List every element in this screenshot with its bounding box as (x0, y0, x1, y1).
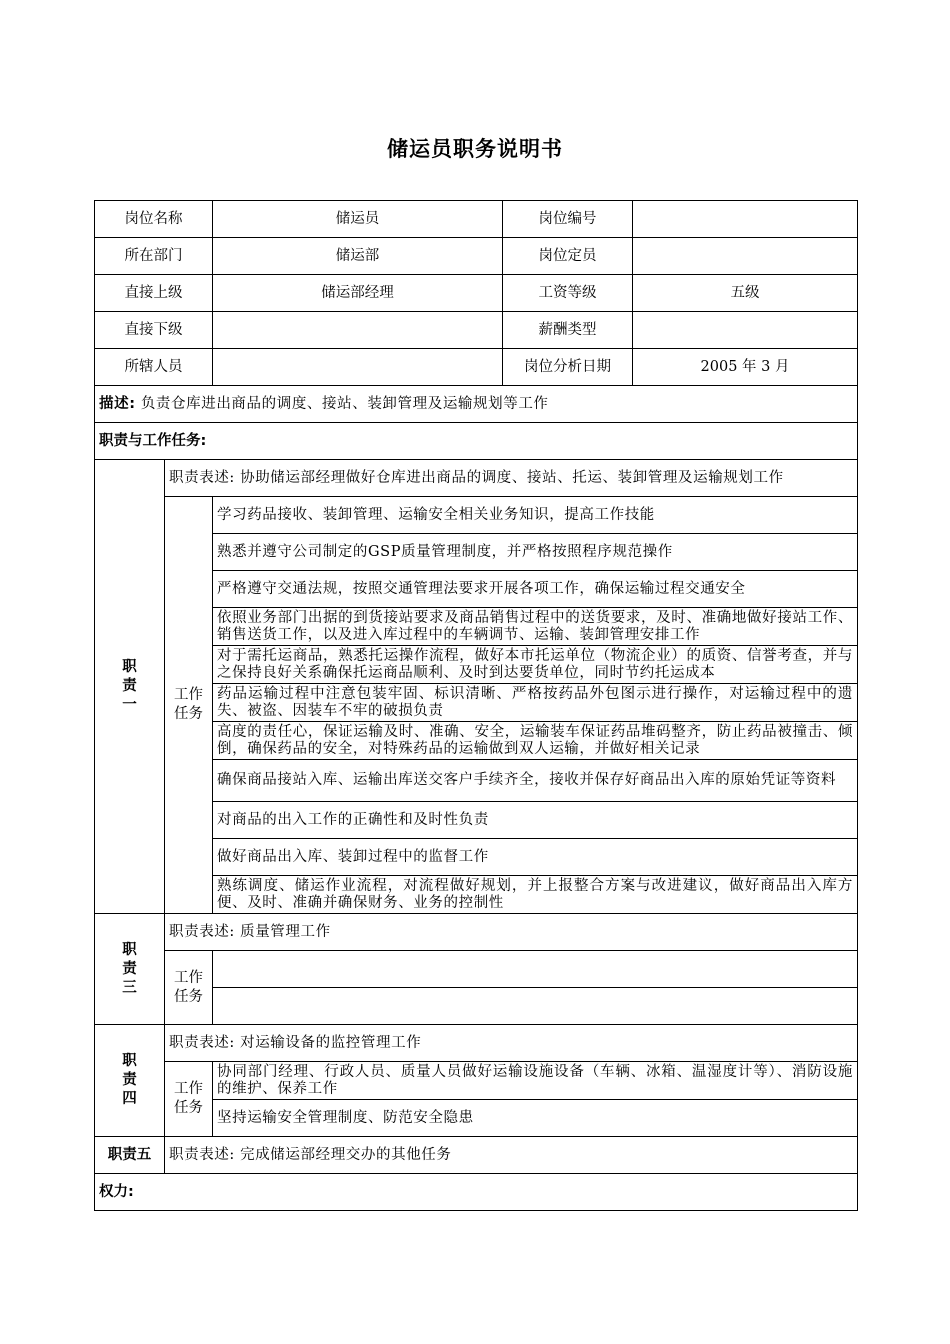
duty4-label-char: 责 (122, 1072, 137, 1088)
analysis-date-label: 岗位分析日期 (503, 349, 633, 386)
department-value: 储运部 (213, 238, 503, 275)
wage-grade-label: 工资等级 (503, 275, 633, 312)
description-text: 负责仓库进出商品的调度、接站、装卸管理及运输规划等工作 (140, 395, 549, 412)
duty1-task-6: 药品运输过程中注意包装牢固、标识清晰、严格按药品外包图示进行操作，对运输过程中的遗失、被盗、因装车不牢的破损负责 (213, 684, 858, 722)
duty5-statement: 职责表述: 完成储运部经理交办的其他任务 (165, 1137, 858, 1174)
duty3-task-1 (213, 951, 858, 988)
staff-value (213, 349, 503, 386)
duty1-label-char: 职 (122, 659, 137, 675)
duty1-task-label (165, 497, 213, 914)
info-row-superior (95, 275, 858, 312)
subordinate-label: 直接下级 (95, 312, 213, 349)
duty3-task-2 (213, 988, 858, 1025)
job-description-table (94, 200, 858, 1211)
duty1-label-char: 责 (122, 678, 137, 694)
duties-heading-row (95, 423, 858, 460)
task-label-line: 工作 (174, 687, 203, 703)
authority-row (95, 1174, 858, 1211)
duties-heading: 职责与工作任务: (95, 423, 858, 460)
task-label-line: 工作 (174, 1081, 203, 1097)
salary-type-label: 薪酬类型 (503, 312, 633, 349)
info-row-staff (95, 349, 858, 386)
duty1-label (95, 460, 165, 914)
analysis-date-value: 2005 年 3 月 (633, 349, 858, 386)
duty1-task-2: 熟悉并遵守公司制定的GSP质量管理制度，并严格按照程序规范操作 (213, 534, 858, 571)
duty4-label-char: 职 (122, 1053, 137, 1069)
task-label-line: 任务 (174, 706, 203, 722)
document-title: 储运员职务说明书 (387, 137, 563, 161)
duty3-label-char: 职 (122, 941, 137, 958)
wage-grade-value: 五级 (633, 275, 858, 312)
duty3-label-char: 三 (122, 979, 137, 996)
authority-label: 权力: (95, 1174, 858, 1211)
duty1-task-5: 对于需托运商品，熟悉托运操作流程，做好本市托运单位（物流企业）的质资、信誉考查，并与之保持良好关系确保托运商品顺利、及时到达要货单位，同时节约托运成本 (213, 646, 858, 684)
duty1-task-11: 熟练调度、储运作业流程，对流程做好规划，并上报整合方案与改进建议，做好商品出入库方便、及时、准确并确保财务、业务的控制性 (213, 876, 858, 914)
duty3-task-row (95, 951, 858, 988)
duty1-label-char: 一 (122, 697, 137, 713)
staff-label: 所辖人员 (95, 349, 213, 386)
duty4-statement: 职责表述: 对运输设备的监控管理工作 (165, 1025, 858, 1062)
duty4-statement-row (95, 1025, 858, 1062)
task-label-line: 任务 (174, 988, 203, 1005)
description-row (95, 386, 858, 423)
duty1-task-7: 高度的责任心，保证运输及时、准确、安全，运输装车保证药品堆码整齐，防止药品被撞击、倾倒，确保药品的安全，对特殊药品的运输做到双人运输，并做好相关记录 (213, 722, 858, 760)
duty5-label: 职责五 (95, 1137, 165, 1174)
duty1-task-3: 严格遵守交通法规，按照交通管理法要求开展各项工作，确保运输过程交通安全 (213, 571, 858, 608)
info-row-department (95, 238, 858, 275)
duty4-task-label (165, 1062, 213, 1137)
department-label: 所在部门 (95, 238, 213, 275)
duty4-label (95, 1025, 165, 1137)
superior-value: 储运部经理 (213, 275, 503, 312)
duty1-task-row (95, 497, 858, 534)
info-row-subordinate (95, 312, 858, 349)
duty4-label-char: 四 (122, 1091, 137, 1107)
duty3-label (95, 914, 165, 1025)
salary-type-value (633, 312, 858, 349)
duty1-statement: 职责表述: 协助储运部经理做好仓库进出商品的调度、接站、托运、装卸管理及运输规划工作 (165, 460, 858, 497)
headcount-value (633, 238, 858, 275)
duty1-statement-row (95, 460, 858, 497)
description-label: 描述: (99, 395, 136, 412)
position-no-value (633, 201, 858, 238)
position-no-label: 岗位编号 (503, 201, 633, 238)
superior-label: 直接上级 (95, 275, 213, 312)
duty4-task-1: 协同部门经理、行政人员、质量人员做好运输设施设备（车辆、冰箱、温湿度计等）、消防设施的维护、保养工作 (213, 1062, 858, 1100)
duty1-task-4: 依照业务部门出据的到货接站要求及商品销售过程中的送货要求，及时、准确地做好接站工作、销售送货工作，以及进入库过程中的车辆调节、运输、装卸管理安排工作 (213, 608, 858, 646)
subordinate-value (213, 312, 503, 349)
headcount-label: 岗位定员 (503, 238, 633, 275)
duty3-statement-row (95, 914, 858, 951)
position-name-value: 储运员 (213, 201, 503, 238)
duty1-task-8: 确保商品接站入库、运输出库送交客户手续齐全，接收并保存好商品出入库的原始凭证等资料 (213, 760, 858, 802)
duty4-task-row (95, 1062, 858, 1100)
task-label-line: 工作 (174, 969, 203, 986)
duty3-label-char: 责 (122, 960, 137, 977)
duty4-task-2: 坚持运输安全管理制度、防范安全隐患 (213, 1100, 858, 1137)
duty5-row (95, 1137, 858, 1174)
duty1-task-1: 学习药品接收、装卸管理、运输安全相关业务知识，提高工作技能 (213, 497, 858, 534)
position-name-label: 岗位名称 (95, 201, 213, 238)
task-label-line: 任务 (174, 1100, 203, 1116)
duty3-task-label (165, 951, 213, 1025)
duty1-task-9: 对商品的出入工作的正确性和及时性负责 (213, 802, 858, 839)
duty3-statement: 职责表述: 质量管理工作 (165, 914, 858, 951)
info-row-position-name (95, 201, 858, 238)
duty1-task-10: 做好商品出入库、装卸过程中的监督工作 (213, 839, 858, 876)
